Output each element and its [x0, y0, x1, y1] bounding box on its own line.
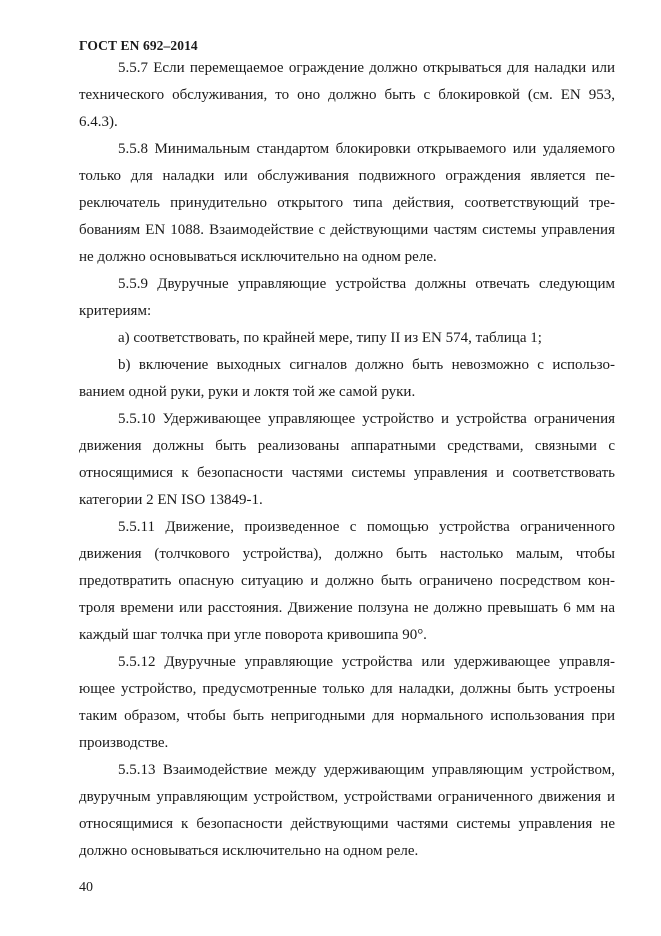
paragraph-5-5-13: 5.5.13 Взаимодействие между удерживающим управляющим устройством, двуручным управляющим устройством, устройствами ограниченного движения и относящимися к безопасности действующими частями системы управления не должно основываться исключительно на одном реле. [79, 762, 615, 859]
paragraph-5-5-7: 5.5.7 Если перемещаемое ограждение должно открываться для наладки или технического обслуживания, то оно должно быть с блокировкой (см. EN 953, 6.4.3). [79, 60, 615, 130]
paragraph-5-5-9: 5.5.9 Двуручные управляющие устройства должны отвечать следующим критериям: [79, 276, 615, 319]
paragraph-5-5-8: 5.5.8 Минимальным стандартом блокировки открываемого или удаляемого только для наладки или обслуживания подвижного ограждения является переключатель принудительно открытого типа действия, соответствующий требованиям EN 1088. Взаимодействие с действующими частям системы управления не должно основываться исключительно на одном реле. [79, 141, 615, 265]
paragraph-5-5-11: 5.5.11 Движение, произведенное с помощью устройства ограниченного движения (толчкового устройства), должно быть настолько малым, чтобы предотвратить опасную ситуацию и должно быть ограничено посредством контроля времени или расстояния. Движение ползуна не должно превышать 6 мм на каждый шаг толчка при угле поворота кривошипа 90°. [79, 519, 615, 643]
paragraph-5-5-12: 5.5.12 Двуручные управляющие устройства или удерживающее управляющее устройство, предусмотренные только для наладки, должны быть устроены таким образом, чтобы быть непригодными для нормального использования при производстве. [79, 654, 615, 751]
page-number: 40 [79, 880, 93, 895]
paragraph-5-5-10: 5.5.10 Удерживающее управляющее устройство и устройства ограничения движения должны быть реализованы аппаратными средствами, связными с относящимися к безопасности частями системы управления и соответствовать категории 2 EN ISO 13849-1. [79, 411, 615, 508]
document-header: ГОСТ EN 692–2014 [79, 38, 198, 53]
document-body [79, 55, 615, 865]
list-item-b: b) включение выходных сигналов должно быть невозможно с использованием одной руки, руки и локтя той же самой руки. [79, 357, 615, 400]
list-item-a: a) соответствовать, по крайней мере, типу II из EN 574, таблица 1; [118, 330, 542, 346]
